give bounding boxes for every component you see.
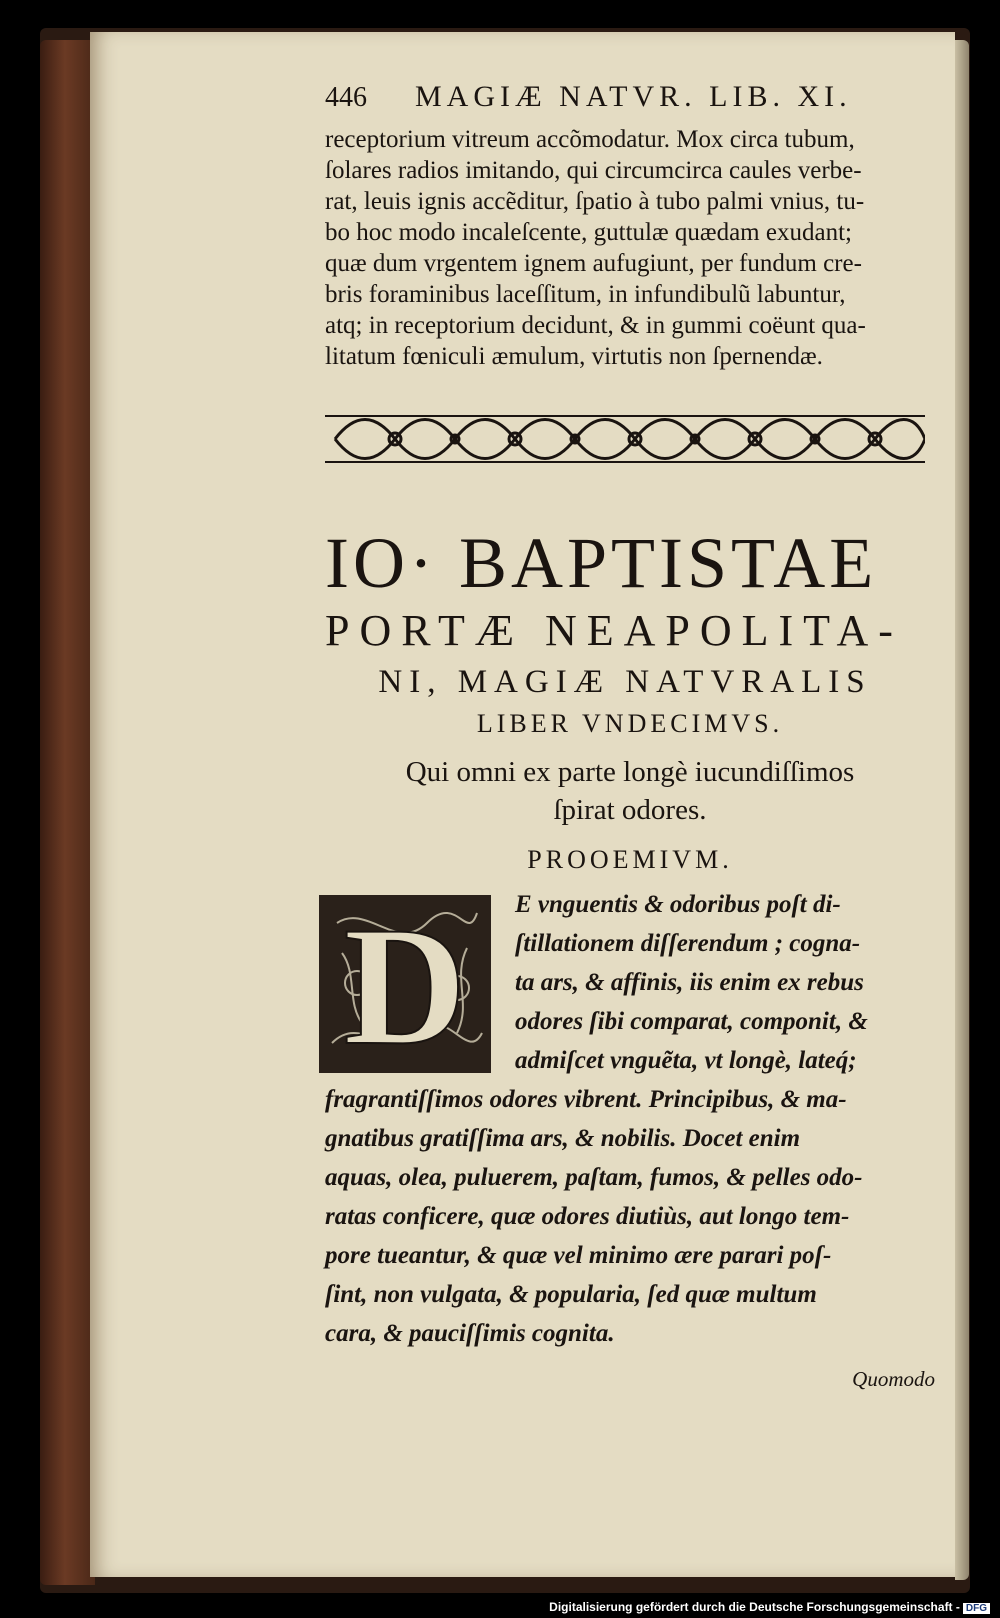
footer-text: Digitalisierung gefördert durch die Deutsche Forschungsgemeinschaft - bbox=[549, 1600, 960, 1614]
book-spine bbox=[40, 40, 95, 1585]
body-line: quæ dum vrgentem ignem aufugiunt, per fundum cre- bbox=[325, 250, 862, 277]
text-line: ta ars, & affinis, iis enim ex rebus bbox=[515, 969, 864, 996]
italic-paragraph bbox=[325, 1080, 935, 1353]
body-line: bris foraminibus laceſſitum, in infundibulũ labuntur, bbox=[325, 281, 846, 308]
body-line: rat, leuis ignis accẽditur, ſpatio à tubo palmi vnius, tu- bbox=[325, 188, 865, 215]
text-line: gnatibus gratiſſima ars, & nobilis. Docet enim bbox=[325, 1125, 801, 1152]
text-line: cara, & pauciſſimis cognita. bbox=[325, 1320, 615, 1347]
text-line: ſint, non vulgata, & popularia, ſed quæ multum bbox=[325, 1281, 817, 1308]
running-title: MAGIÆ NATVR. LIB. XI. bbox=[415, 80, 852, 113]
body-line: litatum fœniculi æmulum, virtutis non ſpernendæ. bbox=[325, 343, 823, 370]
body-text bbox=[325, 124, 935, 372]
text-line: ratas conficere, quæ odores diutiùs, aut longo tem- bbox=[325, 1203, 850, 1230]
section-heading: PROOEMIVM. bbox=[527, 845, 733, 874]
title-line-2: PORTÆ NEAPOLITA- bbox=[325, 606, 903, 655]
text-line: fragrantiſſimos odores vibrent. Principibus, & ma- bbox=[325, 1086, 847, 1113]
text-line: admiſcet vnguẽta, vt longè, lateq́; bbox=[515, 1047, 857, 1074]
drop-cap-initial bbox=[317, 893, 507, 1078]
text-line: ſtillationem diſſerendum ; cogna- bbox=[515, 930, 861, 957]
subtitle-line: Qui omni ex parte longè iucundiſſimos bbox=[405, 756, 855, 788]
page-edge bbox=[955, 40, 969, 1580]
title-line-3: NI, MAGIÆ NATVRALIS bbox=[378, 664, 872, 700]
body-line: receptorium vitreum accõmodatur. Mox circa tubum, bbox=[325, 126, 855, 153]
subtitle-line: ſpirat odores. bbox=[553, 794, 707, 826]
catchword: Quomodo bbox=[852, 1367, 935, 1391]
text-line: pore tueantur, & quæ vel minimo ære parari poſ- bbox=[325, 1242, 832, 1269]
page-header bbox=[325, 80, 935, 120]
page-number: 446 bbox=[325, 82, 367, 113]
body-line: atq; in receptorium decidunt, & in gummi coëunt qua- bbox=[325, 312, 866, 339]
digitization-footer bbox=[549, 1600, 990, 1614]
body-line: ſolares radios imitando, qui circumcirca caules verbe- bbox=[325, 157, 862, 184]
title-line-1: IO· BAPTISTAE bbox=[325, 523, 878, 603]
drop-cap-paragraph bbox=[325, 885, 935, 1080]
page-content bbox=[325, 80, 935, 1392]
text-line: odores ſibi comparat, componit, & bbox=[515, 1008, 868, 1035]
body-line: bo hoc modo incaleſcente, guttulæ quædam exudant; bbox=[325, 219, 852, 246]
subtitle bbox=[325, 753, 935, 829]
dfg-logo-icon: DFG bbox=[963, 1603, 990, 1614]
title-line-4: LIBER VNDECIMVS. bbox=[476, 709, 784, 738]
text-line: aquas, olea, puluerem, paſtam, fumos, & pelles odo- bbox=[325, 1164, 863, 1191]
drop-cap-letter: D bbox=[343, 893, 467, 1078]
ornament-band-icon bbox=[325, 408, 925, 470]
text-line: E vnguentis & odoribus poſt di- bbox=[515, 891, 841, 918]
